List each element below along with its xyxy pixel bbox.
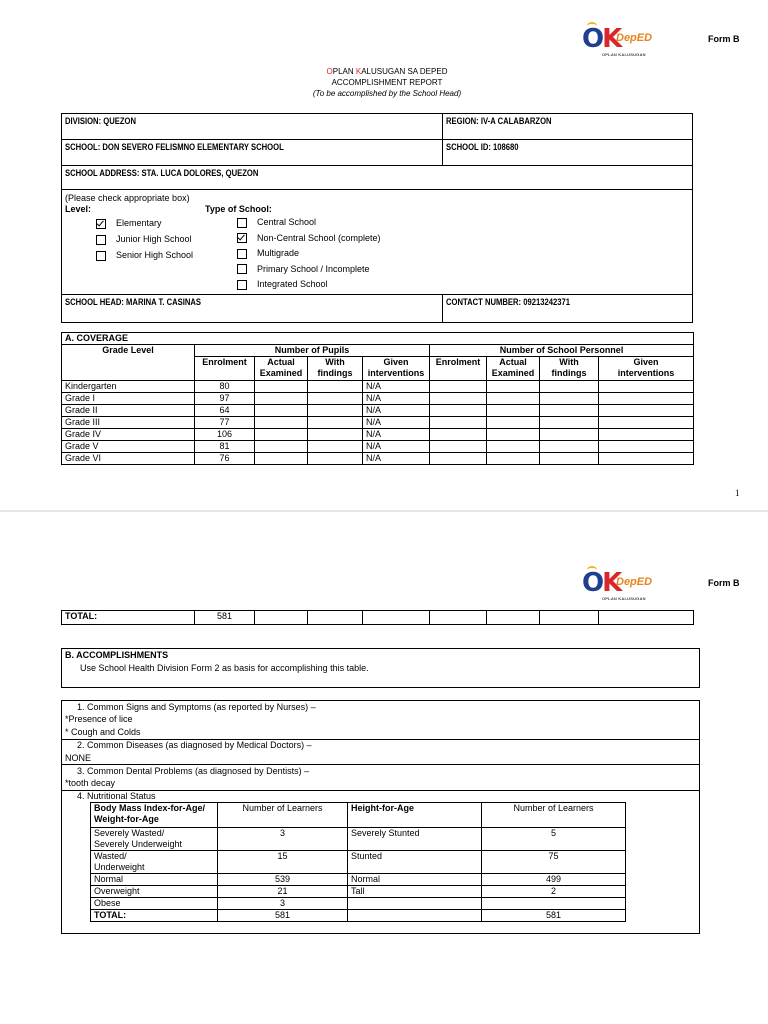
item-4: 4. Nutritional Status <box>77 791 156 801</box>
nutrition-table: Body Mass Index-for-Age/ Weight-for-Age Number of Learners Height-for-Age Number of Learners Severely Wasted/ Severely Underweight 3 Severely Stunted 5 Wasted/ Underweight 15 Stunted 75 Normal 539 Normal 499 Overweight 21 Tall 2 Obese 3 TOTAL: 581 581 <box>90 802 626 922</box>
hfa-category: Severely Stunted <box>348 828 482 851</box>
findings-box <box>61 700 700 934</box>
item-1: 1. Common Signs and Symptoms (as reported by Nurses) – <box>77 702 316 712</box>
col-p-enrolment: Enrolment <box>430 357 487 381</box>
coverage-cell: N/A <box>363 417 430 429</box>
type-integrated[interactable]: Integrated School <box>237 277 381 293</box>
central-checkbox[interactable] <box>237 218 247 228</box>
item-1-b: * Cough and Colds <box>65 727 141 737</box>
region: REGION: IV-A CALABARZON <box>446 116 552 126</box>
coverage-cell: Grade V <box>62 441 195 453</box>
hfa-header: Height-for-Age <box>348 803 482 828</box>
coverage-cell: 76 <box>195 453 255 465</box>
bmi-category: Obese <box>91 898 218 910</box>
hfa-category: Stunted <box>348 851 482 874</box>
coverage-cell: Grade II <box>62 405 195 417</box>
bmi-category: Severely Wasted/ Severely Underweight <box>91 828 218 851</box>
coverage-cell: N/A <box>363 393 430 405</box>
deped-logo: OK DepED OPLAN KALUSUGAN <box>582 24 653 57</box>
bmi-count: 21 <box>218 886 348 898</box>
accomplishments-box <box>61 648 700 688</box>
jhs-checkbox[interactable] <box>96 235 106 245</box>
col-p-actual: Actual Examined <box>487 357 540 381</box>
coverage-title: A. COVERAGE <box>62 333 694 345</box>
hfa-category: Normal <box>348 874 482 886</box>
nutrition-row <box>91 886 626 898</box>
type-options <box>237 215 381 293</box>
col-p-given: Given interventions <box>599 357 694 381</box>
col-findings: With findings <box>308 357 363 381</box>
type-multigrade[interactable]: Multigrade <box>237 246 381 262</box>
shs-checkbox[interactable] <box>96 251 106 261</box>
hfa-count: 499 <box>482 874 626 886</box>
report-note: (To be accomplished by the School Head) <box>312 89 462 98</box>
nutrition-row <box>91 851 626 874</box>
learners-header-2: Number of Learners <box>482 803 626 828</box>
coverage-row <box>62 393 694 405</box>
total-label: TOTAL: <box>62 611 195 625</box>
hfa-category <box>348 898 482 910</box>
coverage-row <box>62 417 694 429</box>
nutrition-total-label: TOTAL: <box>91 910 218 922</box>
grade-level-header: Grade Level <box>62 345 195 381</box>
hfa-category: Tall <box>348 886 482 898</box>
bmi-category: Normal <box>91 874 218 886</box>
school-id: SCHOOL ID: 108680 <box>446 142 519 152</box>
level-jhs[interactable]: Junior High School <box>96 231 193 247</box>
bmi-category: Overweight <box>91 886 218 898</box>
coverage-cell: 81 <box>195 441 255 453</box>
coverage-cell: Grade III <box>62 417 195 429</box>
item-2-a: NONE <box>65 753 92 763</box>
accomplishments-note: Use School Health Division Form 2 as basis for accomplishing this table. <box>80 663 369 673</box>
coverage-row <box>62 405 694 417</box>
hfa-count: 75 <box>482 851 626 874</box>
col-enrolment: Enrolment <box>195 357 255 381</box>
school-head: SCHOOL HEAD: MARINA T. CASINAS <box>65 297 202 307</box>
nutrition-row <box>91 874 626 886</box>
bmi-header: Body Mass Index-for-Age/ <box>94 803 206 813</box>
type-label: Type of School: <box>205 204 272 214</box>
col-p-findings: With findings <box>540 357 599 381</box>
logo-deped-text: DepED <box>616 576 653 588</box>
level-options <box>96 215 193 263</box>
item-3-a: *tooth decay <box>65 778 116 788</box>
nutrition-row <box>91 898 626 910</box>
logo-deped-text: DepED <box>616 32 653 44</box>
level-elementary[interactable]: Elementary <box>96 215 193 231</box>
division: DIVISION: QUEZON <box>65 116 136 126</box>
coverage-cell: N/A <box>363 441 430 453</box>
check-note: (Please check appropriate box) <box>65 193 190 203</box>
page-number: 1 <box>735 488 740 498</box>
coverage-row <box>62 453 694 465</box>
coverage-cell: 64 <box>195 405 255 417</box>
coverage-cell: N/A <box>363 453 430 465</box>
item-2: 2. Common Diseases (as diagnosed by Medical Doctors) – <box>77 740 312 750</box>
coverage-row <box>62 429 694 441</box>
bmi-category: Wasted/ Underweight <box>91 851 218 874</box>
primary-checkbox[interactable] <box>237 264 247 274</box>
bmi-count: 3 <box>218 898 348 910</box>
hfa-count: 2 <box>482 886 626 898</box>
coverage-cell: Grade IV <box>62 429 195 441</box>
personnel-header: Number of School Personnel <box>430 345 694 357</box>
coverage-cell: 80 <box>195 381 255 393</box>
accomplishments-title: B. ACCOMPLISHMENTS <box>65 650 169 660</box>
type-primary[interactable]: Primary School / Incomplete <box>237 262 381 278</box>
col-given: Given interventions <box>363 357 430 381</box>
coverage-table <box>61 332 694 465</box>
logo-subtext: OPLAN KALUSUGAN <box>602 596 646 601</box>
bmi-count: 15 <box>218 851 348 874</box>
nutrition-row <box>91 828 626 851</box>
contact-number: CONTACT NUMBER: 09213242371 <box>446 297 571 307</box>
nutrition-total-hfa: 581 <box>482 910 626 922</box>
coverage-cell: N/A <box>363 405 430 417</box>
multigrade-checkbox[interactable] <box>237 249 247 259</box>
coverage-row <box>62 381 694 393</box>
school-type-cell <box>62 190 693 295</box>
coverage-cell: 97 <box>195 393 255 405</box>
coverage-cell: N/A <box>363 429 430 441</box>
bmi-count: 539 <box>218 874 348 886</box>
report-title: OPLAN KALUSUGAN SA DEPED ACCOMPLISHMENT REPORT (To be accomplished by the School Head) <box>200 66 574 99</box>
logo-subtext: OPLAN KALUSUGAN <box>602 52 646 57</box>
school-address: SCHOOL ADDRESS: STA. LUCA DOLORES, QUEZON <box>65 168 259 178</box>
school-name: SCHOOL: DON SEVERO FELISMNO ELEMENTARY SCHOOL <box>65 142 284 152</box>
report-subtitle: ACCOMPLISHMENT REPORT <box>331 78 443 87</box>
bmi-count: 3 <box>218 828 348 851</box>
level-shs[interactable]: Senior High School <box>96 247 193 263</box>
coverage-cell: Kindergarten <box>62 381 195 393</box>
coverage-cell: N/A <box>363 381 430 393</box>
hfa-count <box>482 898 626 910</box>
level-label: Level: <box>65 204 92 214</box>
col-actual: Actual Examined <box>255 357 308 381</box>
elementary-checkbox[interactable] <box>96 219 106 229</box>
pupils-header: Number of Pupils <box>195 345 430 357</box>
hfa-count: 5 <box>482 828 626 851</box>
coverage-cell: Grade VI <box>62 453 195 465</box>
integrated-checkbox[interactable] <box>237 280 247 290</box>
form-label-2: Form B <box>708 578 740 588</box>
school-info-table <box>61 113 693 323</box>
type-noncentral[interactable]: Non-Central School (complete) <box>237 231 381 247</box>
coverage-cell: 77 <box>195 417 255 429</box>
item-3: 3. Common Dental Problems (as diagnosed by Dentists) – <box>77 766 310 776</box>
coverage-row <box>62 441 694 453</box>
page-separator <box>0 510 768 512</box>
coverage-cell: Grade I <box>62 393 195 405</box>
deped-logo-2: OK DepED OPLAN KALUSUGAN <box>582 568 653 601</box>
coverage-total-table <box>61 610 694 625</box>
noncentral-checkbox[interactable] <box>237 233 247 243</box>
item-1-a: *Presence of lice <box>65 714 133 724</box>
total-enrolment: 581 <box>195 611 255 625</box>
coverage-cell: 106 <box>195 429 255 441</box>
learners-header-1: Number of Learners <box>218 803 348 828</box>
type-central[interactable]: Central School <box>237 215 381 231</box>
form-label: Form B <box>708 34 740 44</box>
nutrition-total-bmi: 581 <box>218 910 348 922</box>
